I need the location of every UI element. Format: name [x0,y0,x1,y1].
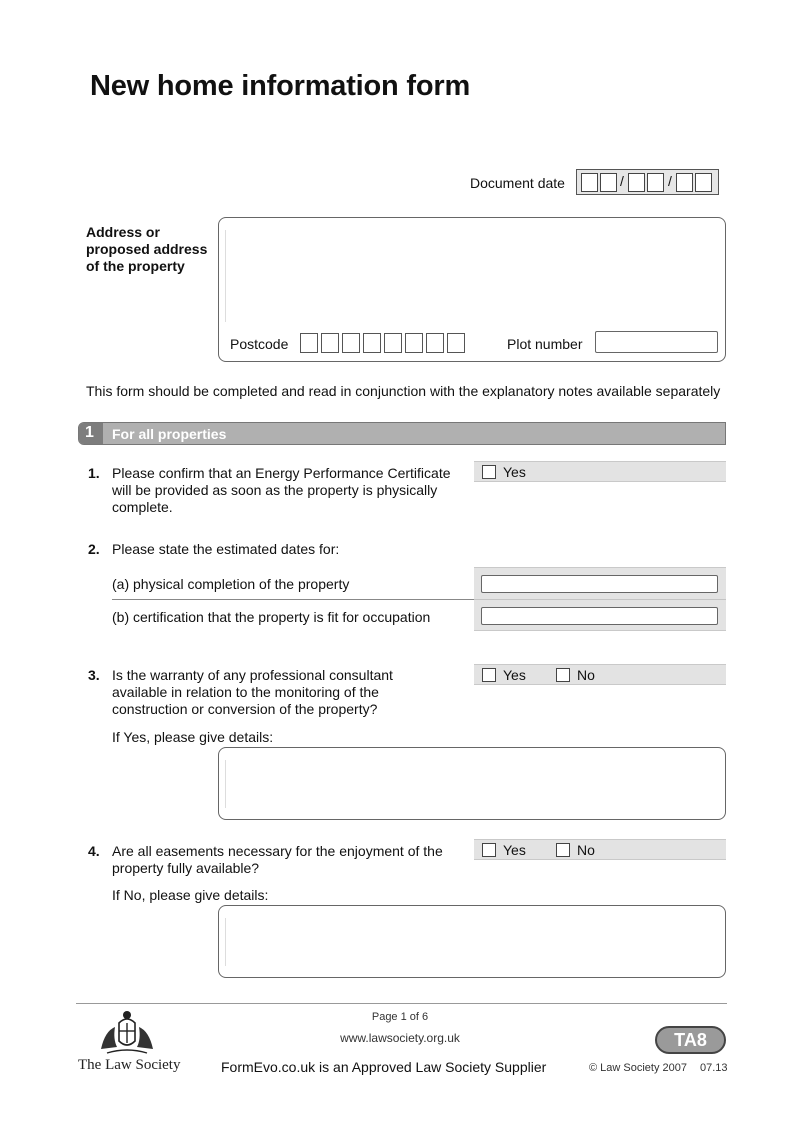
q3-no-label: No [577,667,595,683]
page-title: New home information form [90,70,471,102]
details-inner-edge [225,918,226,966]
q1-yes-checkbox[interactable] [482,465,496,479]
postcode-char-box[interactable] [426,333,444,353]
completion-date-input[interactable] [481,575,718,593]
question-2a-text: (a) physical completion of the property [112,576,350,592]
postcode-char-box[interactable] [447,333,465,353]
website-link[interactable]: www.lawsociety.org.uk [340,1031,460,1045]
details-inner-edge [225,760,226,808]
question-line: Are all easements necessary for the enjoyment of the [112,843,443,859]
section-number: 1 [85,424,94,441]
copyright: © Law Society 2007 [589,1062,687,1074]
question-number: 3. [88,667,100,683]
question-4-details-input[interactable] [218,905,726,978]
address-label-line: proposed address [86,241,208,257]
question-2-divider [112,599,474,600]
address-label-line: of the property [86,258,185,274]
question-3-text [112,667,393,718]
question-3-details-input[interactable] [218,747,726,820]
postcode-char-box[interactable] [342,333,360,353]
q4-no-label: No [577,842,595,858]
form-badge-label: TA8 [674,1030,707,1050]
address-input[interactable] [225,230,718,322]
q1-yes-label: Yes [503,464,526,480]
plot-number-input[interactable] [595,331,718,353]
date-year-digit-2[interactable] [695,173,712,192]
footer-rule [76,1003,727,1004]
question-2-answer-bar [474,567,726,631]
question-1-text [112,465,451,516]
date-month-digit-2[interactable] [647,173,664,192]
question-number: 4. [88,843,100,859]
date-day-digit-2[interactable] [600,173,617,192]
q4-yes-checkbox[interactable] [482,843,496,857]
question-line: will be provided as soon as the property is physically [112,482,438,498]
question-2b-text: (b) certification that the property is fit for occupation [112,609,431,625]
document-date-field [576,169,719,195]
question-number: 1. [88,465,100,481]
intro-note: This form should be completed and read in conjunction with the explanatory notes available separately [86,383,721,399]
section-header [78,422,726,445]
question-line: property fully available? [112,860,260,876]
postcode-char-box[interactable] [321,333,339,353]
question-number: 2. [88,541,100,557]
section-title: For all properties [112,426,227,442]
date-month-digit-1[interactable] [628,173,645,192]
form-badge [655,1026,726,1054]
date-day-digit-1[interactable] [581,173,598,192]
question-line: complete. [112,499,173,515]
postcode-label: Postcode [230,336,289,352]
page-number: Page 1 of 6 [371,1011,429,1023]
address-label [86,224,207,275]
q4-no-checkbox[interactable] [556,843,570,857]
question-1-answer-bar [474,461,726,482]
form-version: 07.13 [700,1062,728,1074]
postcode-char-box[interactable] [384,333,402,353]
question-3-details-label: If Yes, please give details: [112,729,274,745]
q3-no-checkbox[interactable] [556,668,570,682]
postcode-char-box[interactable] [300,333,318,353]
question-line: Please confirm that an Energy Performance Certificate [112,465,451,481]
question-4-text [112,843,443,877]
plot-number-label: Plot number [507,336,583,352]
supplier-note: FormEvo.co.uk is an Approved Law Society Supplier [221,1059,547,1075]
certification-date-input[interactable] [481,607,718,625]
question-line: Is the warranty of any professional consultant [112,667,393,683]
document-date-label: Document date [470,175,565,191]
law-society-logo-text: The Law Society [78,1057,181,1073]
answer-divider [474,599,726,600]
q3-yes-label: Yes [503,667,526,683]
question-2-text: Please state the estimated dates for: [112,541,340,557]
q4-yes-label: Yes [503,842,526,858]
question-line: construction or conversion of the property? [112,701,378,717]
question-3-answer-bar [474,664,726,685]
question-4-answer-bar [474,839,726,860]
question-4-details-label: If No, please give details: [112,887,269,903]
date-year-digit-1[interactable] [676,173,693,192]
postcode-char-box[interactable] [405,333,423,353]
address-label-line: Address or [86,224,160,240]
q3-yes-checkbox[interactable] [482,668,496,682]
question-line: available in relation to the monitoring of the [112,684,379,700]
date-separator: / [668,173,672,189]
law-society-crest-icon [97,1009,157,1057]
postcode-char-box[interactable] [363,333,381,353]
postcode-field [300,333,468,355]
date-separator: / [620,173,624,189]
